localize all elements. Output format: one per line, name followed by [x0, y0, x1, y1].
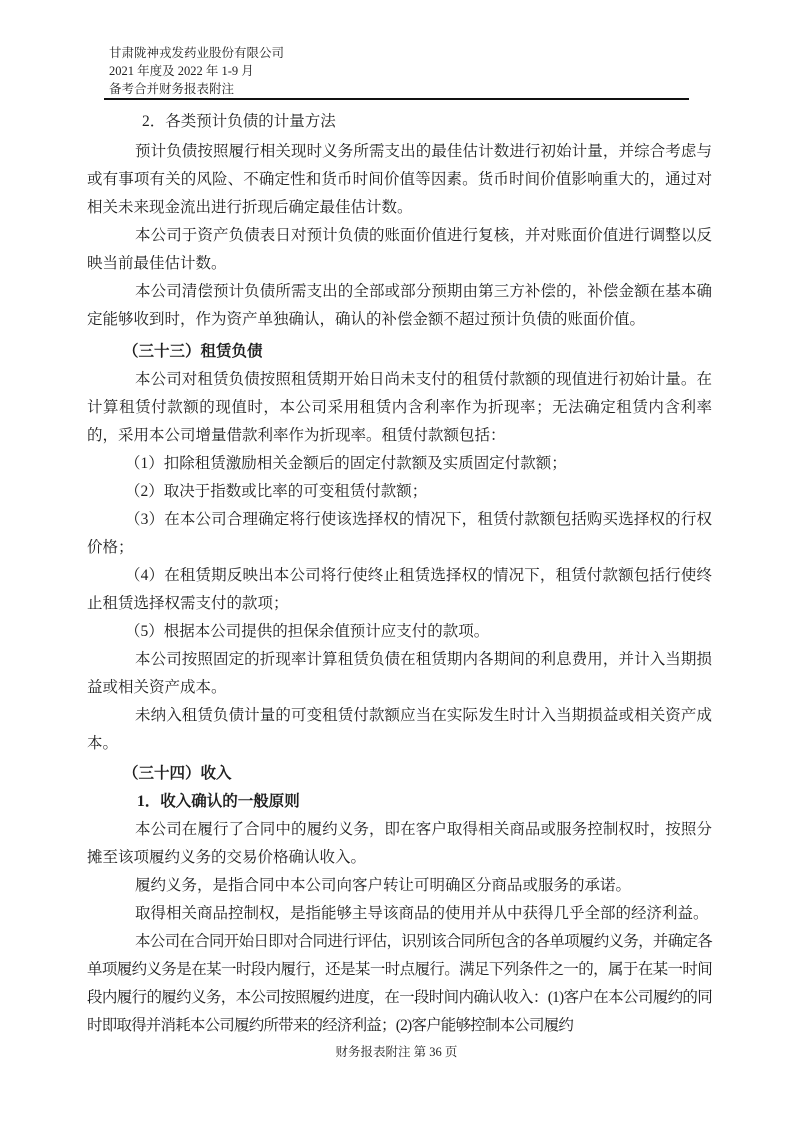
company-name: 甘肃陇神戎发药业股份有限公司 — [109, 46, 285, 60]
subheading-revenue-recognition-principle: 1．收入确认的一般原则 — [137, 793, 300, 810]
paragraph-lease-liability-measurement: 本公司对租赁负债按照租赁期开始日尚未支付的租赁付款额的现值进行初始计量。在计算租赁付款额的现值时，本公司采用租赁内含利率作为折现率；无法确定租赁内含利率的，采用本公司增量借款利率作为折现率。租赁付款额包括： — [87, 371, 712, 444]
paragraph-provision-review: 本公司于资产负债表日对预计负债的账面价值进行复核，并对账面价值进行调整以反映当前最佳估计数。 — [87, 227, 712, 272]
header-divider — [104, 98, 689, 100]
document-body — [87, 108, 712, 1040]
page-footer — [0, 1043, 793, 1061]
paragraph-control-definition: 取得相关商品控制权，是指能够主导该商品的使用并从中获得几乎全部的经济利益。 — [135, 905, 709, 922]
paragraph-revenue-recognition: 本公司在履行了合同中的履约义务，即在客户取得相关商品或服务控制权时，按照分摊至该项履约义务的交易价格确认收入。 — [87, 821, 712, 866]
paragraph-provision-third-party-compensation: 本公司清偿预计负债所需支出的全部或部分预期由第三方补偿的，补偿金额在基本确定能够收到时，作为资产单独确认，确认的补偿金额不超过预计负债的账面价值。 — [87, 283, 712, 328]
section-heading-lease-liabilities: （三十三）租赁负债 — [123, 343, 263, 360]
list-item-lease-payment-2: （2）取决于指数或比率的可变租赁付款额； — [125, 483, 428, 500]
list-item-lease-payment-1: （1）扣除租赁激励相关金额后的固定付款额及实质固定付款额； — [125, 455, 567, 472]
section-heading-revenue: （三十四）收入 — [123, 765, 232, 782]
list-item-lease-payment-3: （3）在本公司合理确定将行使该选择权的情况下，租赁付款额包括购买选择权的行权价格； — [87, 511, 712, 556]
document-title: 备考合并财务报表附注 — [109, 82, 235, 96]
list-item-lease-payment-4: （4）在租赁期反映出本公司将行使终止租赁选择权的情况下，租赁付款额包括行使终止租赁选择权需支付的款项； — [87, 567, 712, 612]
report-period: 2021 年度及 2022 年 1-9 月 — [109, 64, 254, 78]
page-number-label: 财务报表附注 第 36 页 — [335, 1045, 458, 1059]
page-header — [104, 0, 689, 98]
heading-provision-measurement-method: 2．各类预计负债的计量方法 — [142, 113, 336, 130]
paragraph-performance-obligation-definition: 履约义务，是指合同中本公司向客户转让可明确区分商品或服务的承诺。 — [135, 877, 632, 894]
paragraph-variable-lease-payments: 未纳入租赁负债计量的可变租赁付款额应当在实际发生时计入当期损益或相关资产成本。 — [87, 707, 712, 752]
paragraph-contract-assessment: 本公司在合同开始日即对合同进行评估，识别该合同所包含的各单项履约义务，并确定各单项履约义务是在某一时段内履行，还是某一时点履行。满足下列条件之一的，属于在某一时间段内履行的履约义务，本公司按照履约进度，在一段时间内确认收入：(1)客户在本公司履约的同时即取得并消耗本公司履约所带来的经济利益；(2)客户能够控制本公司履约 — [87, 933, 712, 1034]
paragraph-provision-initial-measurement: 预计负债按照履行相关现时义务所需支出的最佳估计数进行初始计量，并综合考虑与或有事项有关的风险、不确定性和货币时间价值等因素。货币时间价值影响重大的，通过对相关未来现金流出进行折现后确定最佳估计数。 — [87, 143, 712, 216]
list-item-lease-payment-5: （5）根据本公司提供的担保余值预计应支付的款项。 — [125, 623, 490, 640]
paragraph-lease-interest-expense: 本公司按照固定的折现率计算租赁负债在租赁期内各期间的利息费用，并计入当期损益或相关资产成本。 — [87, 651, 712, 696]
